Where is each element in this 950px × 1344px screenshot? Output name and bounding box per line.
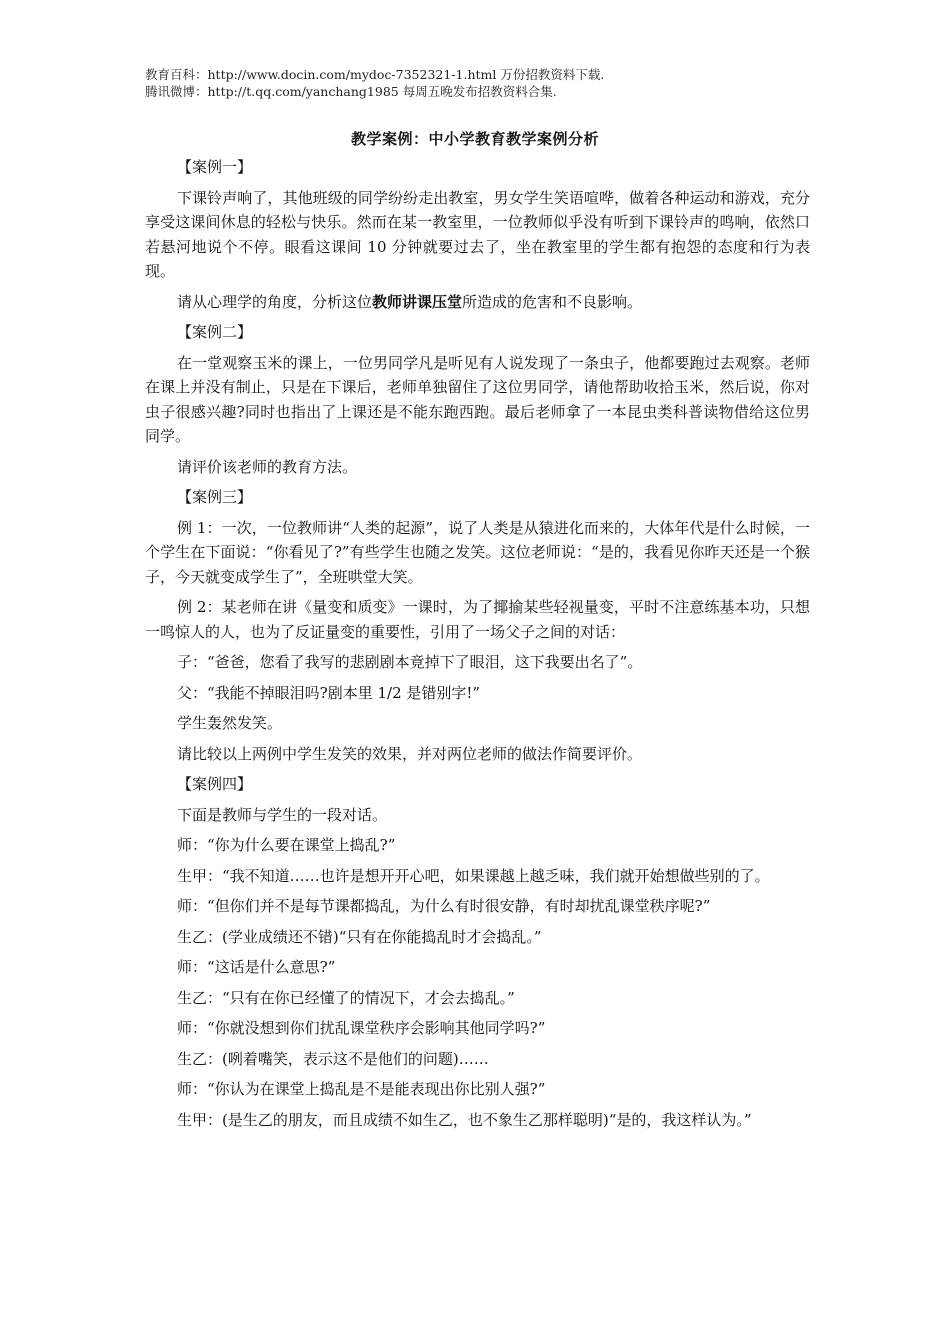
case1-question: [145, 290, 810, 315]
case3-heading: 【案例三】: [177, 488, 253, 506]
dialogue-line: 生乙：(学业成绩还不错)“只有在你能捣乱时才会捣乱。”: [177, 927, 542, 946]
case1-question-pre: 请从心理学的角度，分析这位: [177, 292, 373, 311]
case2-text: 在一堂观察玉米的课上，一位男同学凡是听见有人说发现了一条虫子，他都要跑过去观察。老师在课上并没有制止，只是在下课后，老师单独留住了这位男同学，请他帮助收拾玉米，然后说，你对虫子很感兴趣?同时也指出了上课还是不能东跑西跑。最后老师拿了一本昆虫类科普读物借给这位男同学。: [145, 353, 810, 445]
case3-father-line: 父：“我能不掉眼泪吗?剧本里 1/2 是错别字!”: [177, 683, 481, 702]
case2-question: 请评价该老师的教育方法。: [177, 457, 358, 476]
dialogue-line: 生甲：“我不知道……也许是想开开心吧，如果课越上越乏味，我们就开始想做些别的了。: [177, 866, 770, 885]
dialogue-line: 生甲：(是生乙的朋友，而且成绩不如生乙，也不象生乙那样聪明)“是的，我这样认为。”: [177, 1110, 752, 1129]
dialogue-line: 师：“但你们并不是每节课都捣乱，为什么有时很安静，有时却扰乱课堂秩序呢?”: [177, 897, 711, 915]
case2-heading: 【案例二】: [177, 323, 253, 341]
case1-question-bold: 教师讲课压堂: [372, 292, 463, 311]
document-title: 教学案例：中小学教育教学案例分析: [350, 130, 599, 148]
case3-laugh: 学生轰然发笑。: [177, 714, 283, 732]
dialogue-line: 师：“你认为在课堂上捣乱是不是能表现出你比别人强?”: [177, 1080, 546, 1098]
document-body: [145, 155, 810, 1138]
case1-text: 下课铃声响了，其他班级的同学纷纷走出教室，男女学生笑语喧哗，做着各种运动和游戏，充分享受这课间休息的轻松与快乐。然而在某一教室里，一位教师似乎没有听到下课铃声的鸣响，依然口若悬河地说个不停。眼看这课间 10 分钟就要过去了，坐在教室里的学生都有抱怨的态度和行为表现。: [145, 188, 810, 280]
case1-heading: 【案例一】: [177, 158, 253, 176]
case3-question: 请比较以上两例中学生发笑的效果，并对两位老师的做法作简要评价。: [177, 744, 643, 763]
dialogue-line: 生乙：“只有在你已经懂了的情况下，才会去捣乱。”: [177, 988, 515, 1007]
dialogue-line: 生乙：(咧着嘴笑，表示这不是他们的问题)……: [177, 1049, 489, 1068]
dialogue-line: 师：“你为什么要在课堂上捣乱?”: [177, 836, 396, 854]
case4-intro: 下面是教师与学生的一段对话。: [177, 805, 388, 824]
case3-example-1: 例 1：一次，一位教师讲“人类的起源”，说了人类是从猿进化而来的，大体年代是什么时候，一个学生在下面说：“你看见了?”有些学生也随之发笑。这位老师说：“是的，我看见你昨天还是一个猴子，今天就变成学生了”，全班哄堂大笑。: [145, 518, 810, 586]
dialogue-line: 师：“你就没想到你们扰乱课堂秩序会影响其他同学吗?”: [177, 1019, 546, 1037]
page-header: [145, 66, 604, 100]
case1-question-post: 所造成的危害和不良影响。: [462, 292, 643, 311]
header-line-docin: 教育百科：http://www.docin.com/mydoc-7352321-1.html 万份招教资料下载.: [145, 67, 605, 82]
header-line-weibo: 腾讯微博：http://t.qq.com/yanchang1985 每周五晚发布招教资料合集.: [145, 84, 557, 99]
dialogue-line: 师：“这话是什么意思?”: [177, 958, 336, 976]
case4-heading: 【案例四】: [177, 775, 253, 793]
case3-example-2: 例 2：某老师在讲《量变和质变》一课时，为了揶揄某些轻视量变，平时不注意练基本功，只想一鸣惊人的人，也为了反证量变的重要性，引用了一场父子之间的对话：: [145, 598, 810, 641]
case3-son-line: 子：“爸爸，您看了我写的悲剧剧本竟掉下了眼泪，这下我要出名了”。: [177, 653, 643, 671]
